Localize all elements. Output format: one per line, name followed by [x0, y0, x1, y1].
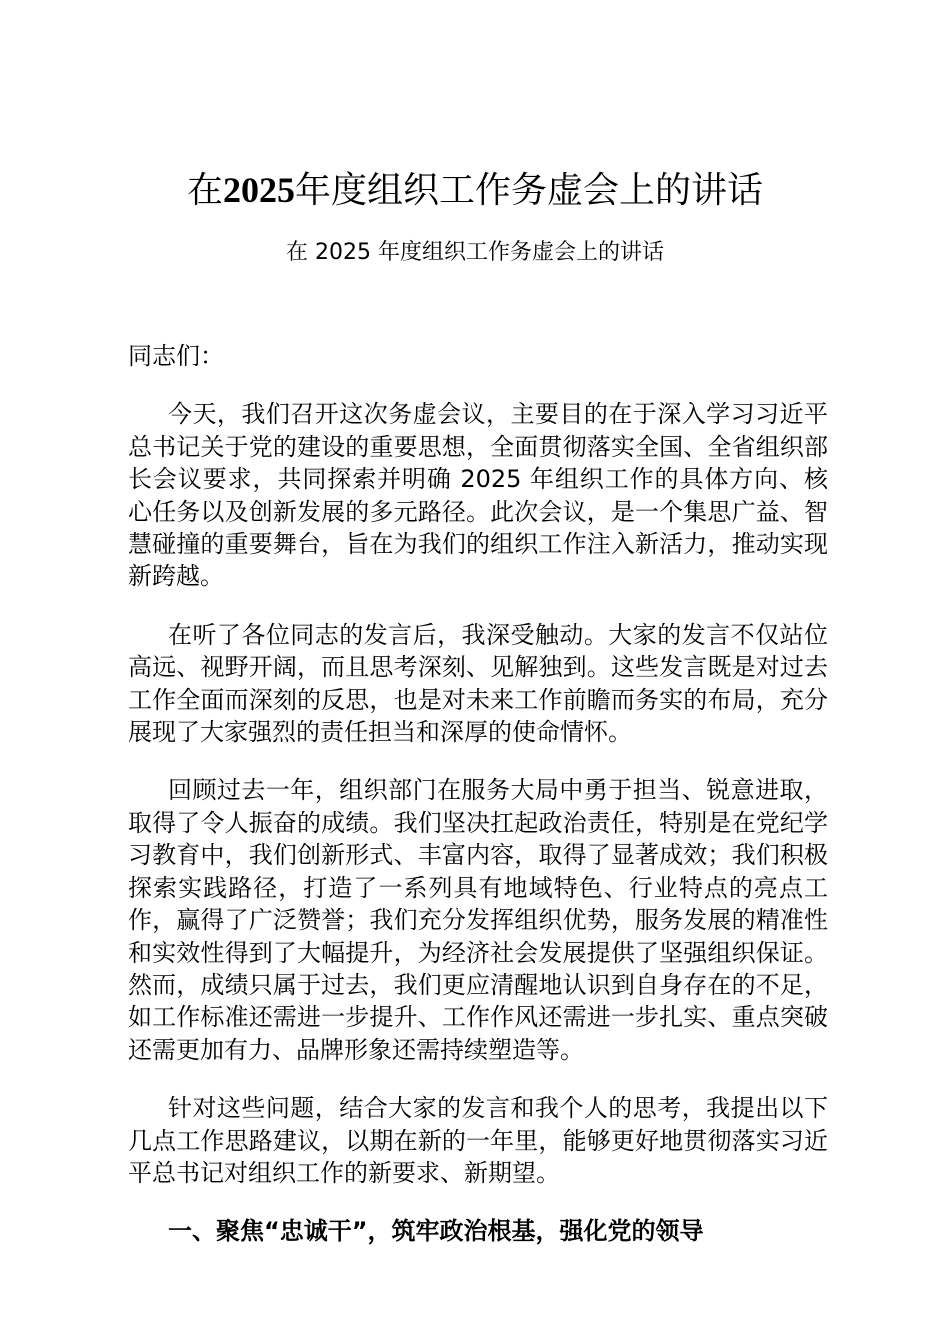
title-prefix: 在 [186, 170, 223, 210]
paragraph-review: 回顾过去一年，组织部门在服务大局中勇于担当、锐意进取，取得了令人振奋的成绩。我们坚决扛起政治责任，特别是在党纪学习教育中，我们创新形式、丰富内容，取得了显著成效；我们积极探索实践路径，打造了一系列具有地域特色、行业特点的亮点工作，赢得了广泛赞誉；我们充分发挥组织优势，服务发展的精准性和实效性得到了大幅提升，为经济社会发展提供了坚强组织保证。然而，成绩只属于过去，我们更应清醒地认识到自身存在的不足，如工作标准还需进一步提升、工作作风还需进一步扎实、重点突破还需更加有力、品牌形象还需持续塑造等。 [128, 776, 828, 1064]
document-body [128, 340, 828, 1248]
document-title [0, 168, 950, 212]
paragraph-proposal: 针对这些问题，结合大家的发言和我个人的思考，我提出以下几点工作思路建议，以期在新的一年里，能够更好地贯彻落实习近平总书记对组织工作的新要求、新期望。 [128, 1094, 828, 1187]
title-year: 2025 [223, 170, 295, 210]
paragraph-feedback: 在听了各位同志的发言后，我深受触动。大家的发言不仅站位高远、视野开阔，而且思考深刻、见解独到。这些发言既是对过去工作全面而深刻的反思，也是对未来工作前瞻而务实的布局，充分展现了大家强烈的责任担当和深厚的使命情怀。 [128, 620, 828, 747]
section-heading: 一、聚焦“忠诚干”，筑牢政治根基，强化党的领导 [168, 1217, 704, 1246]
title-suffix: 年度组织工作务虚会上的讲话 [295, 170, 764, 210]
salutation: 同志们： [128, 342, 224, 370]
paragraph-opening: 今天，我们召开这次务虚会议，主要目的在于深入学习习近平总书记关于党的建设的重要思想，全面贯彻落实全国、全省组织部长会议要求，共同探索并明确 2025 年组织工作的具体方向、核心任务以及创新发展的多元路径。此次会议，是一个集思广益、智慧碰撞的重要舞台，旨在为我们的组织工作注入新活力，推动实现新跨越。 [128, 400, 828, 591]
document-subtitle: 在 2025 年度组织工作务虚会上的讲话 [286, 240, 664, 265]
